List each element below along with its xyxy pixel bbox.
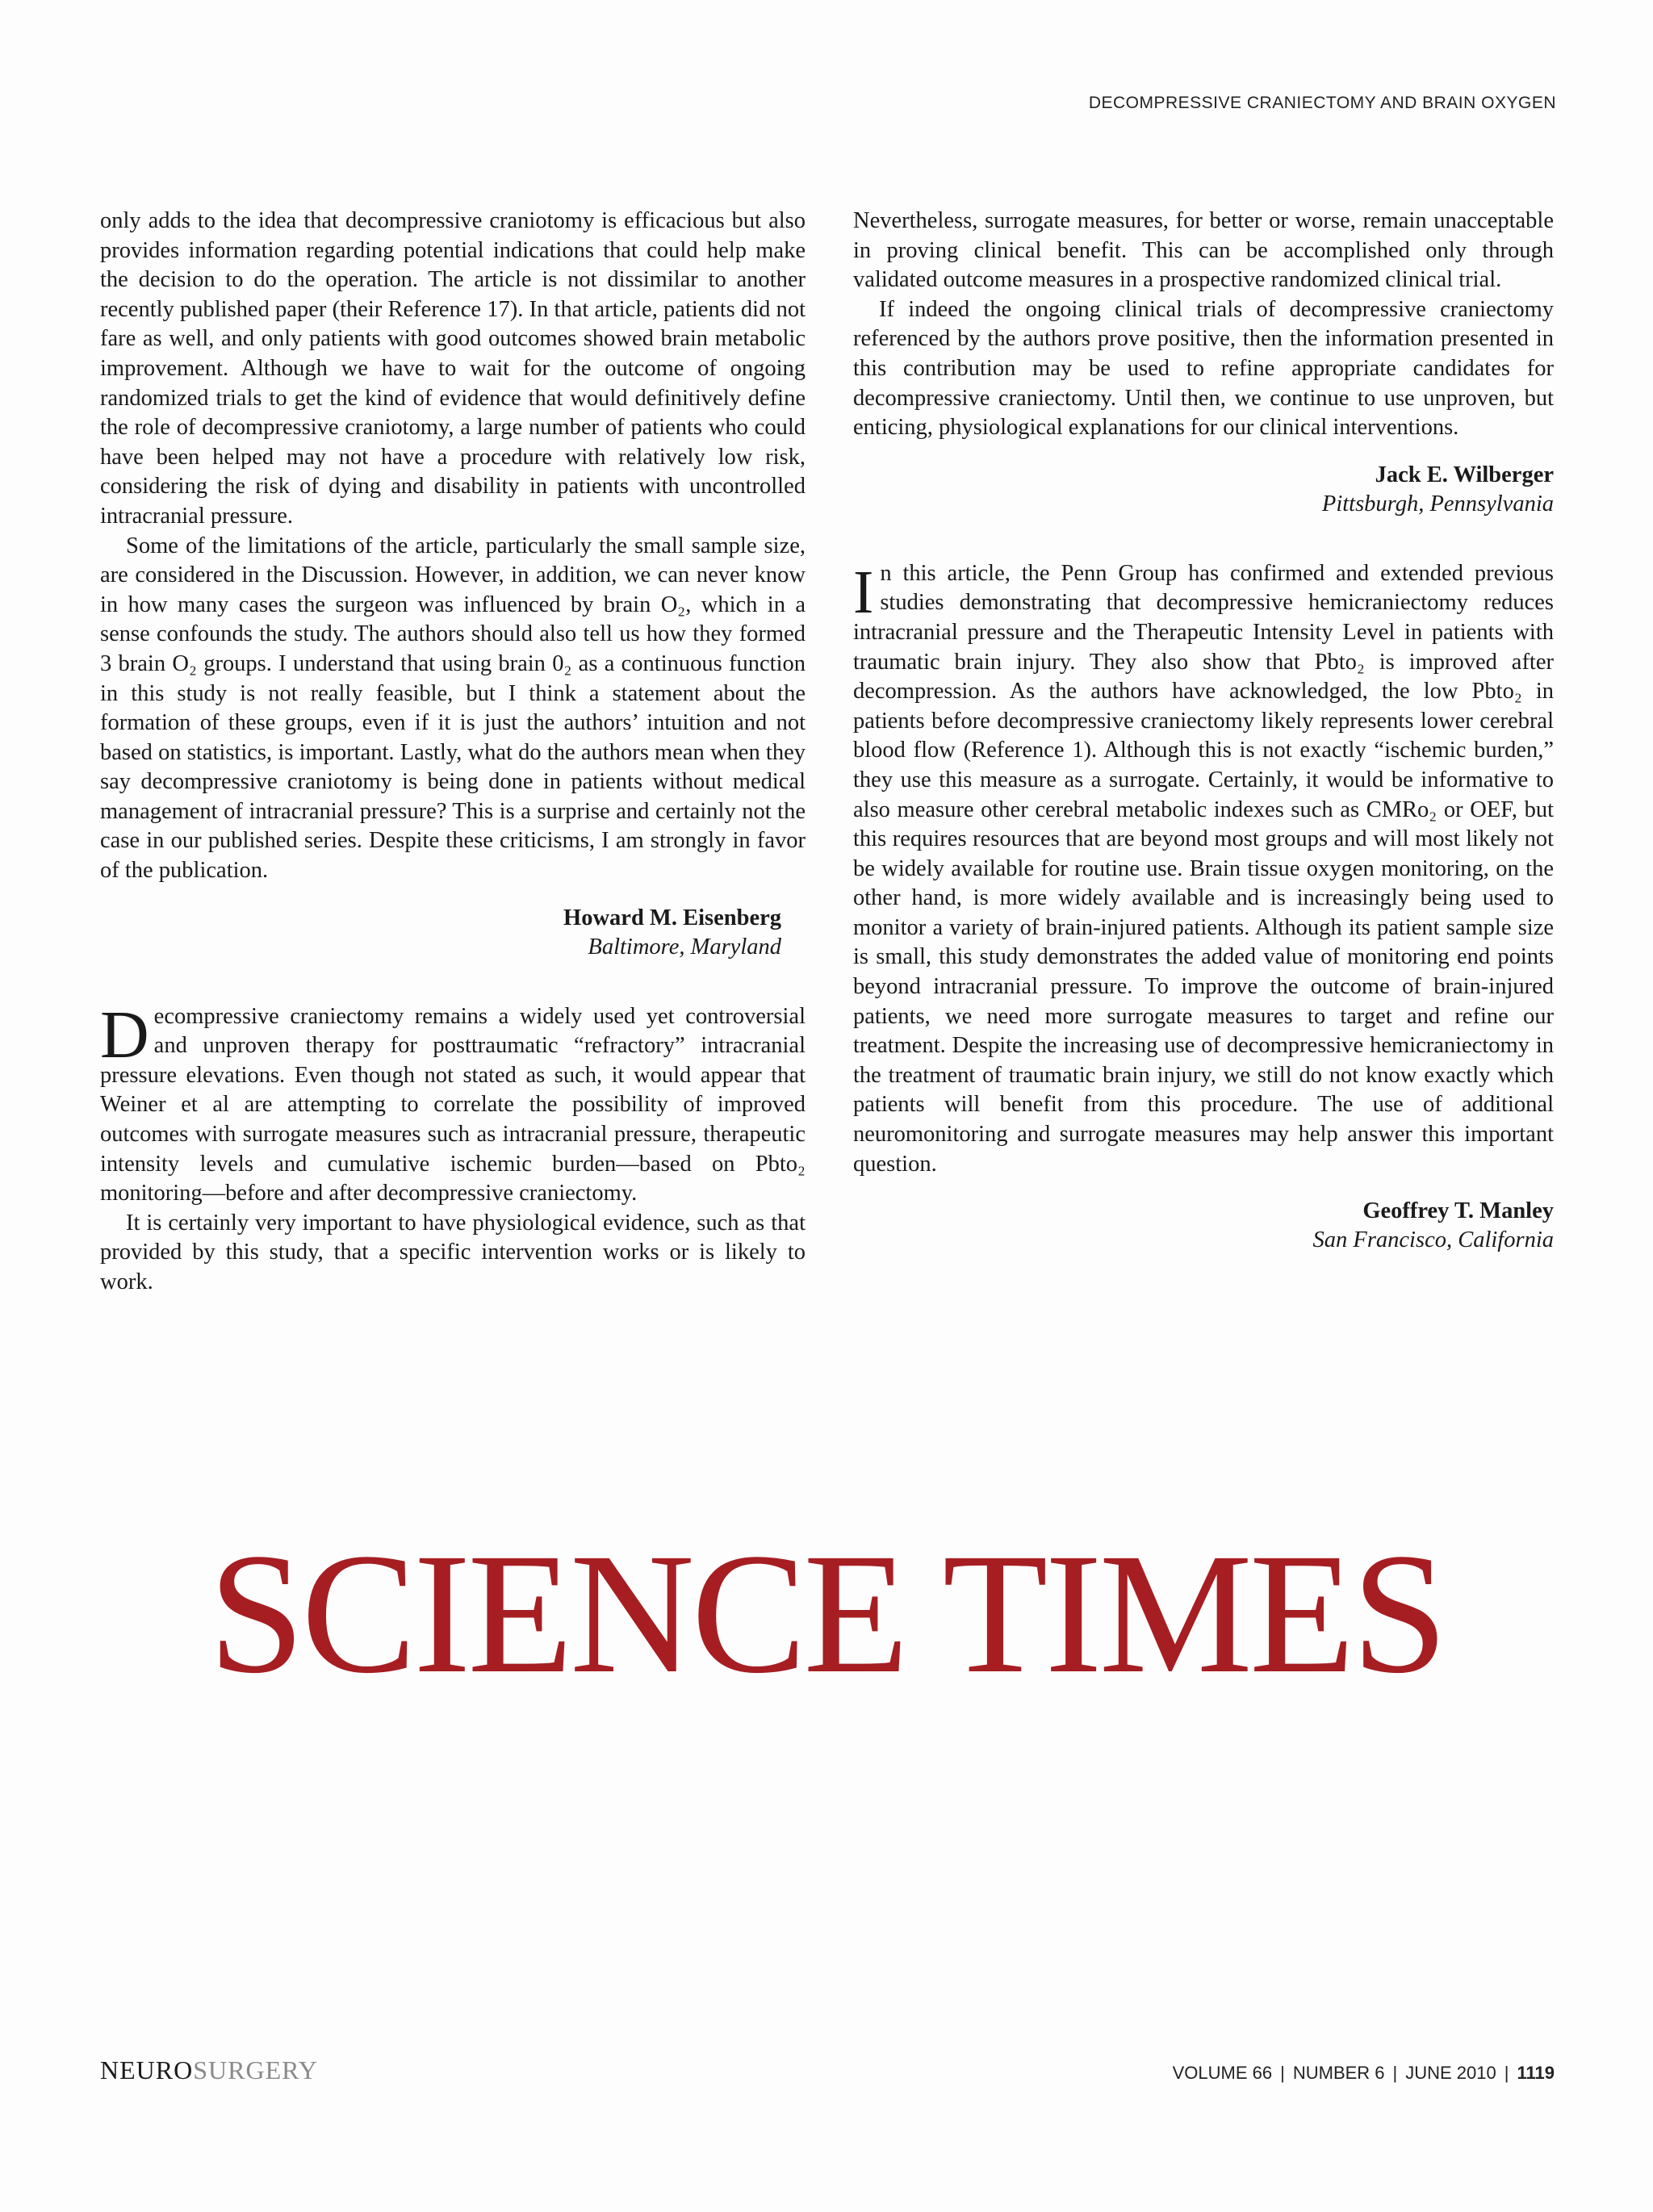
right-column	[853, 207, 1554, 1255]
author-location: Baltimore, Maryland	[588, 934, 781, 960]
issue-info: VOLUME 66 | NUMBER 6 | JUNE 2010 | 1119	[1172, 2063, 1555, 2083]
author-location: San Francisco, California	[1312, 1227, 1554, 1253]
running-head: DECOMPRESSIVE CRANIECTOMY AND BRAIN OXYGEN	[1088, 94, 1556, 112]
drop-cap: I	[853, 558, 874, 626]
volume: VOLUME 66	[1172, 2063, 1273, 2083]
left-paragraph-4: It is certainly very important to have physiological evidence, such as that provided by this study, that a specific intervention works or is likely to work.	[100, 1210, 806, 1294]
left-paragraph-1: only adds to the idea that decompressive craniotomy is efficacious but also provides information regarding potential indications that could help make the decision to do the operation. The article is not dissimilar to another recently published paper (their Reference 17). In that article, patients did not fare as well, and only patients with good outcomes showed brain metabolic improvement. Although we have to wait for the outcome of ongoing randomized trials to get the kind of evidence that would definitively define the role of decompressive craniotomy, a large number of patients who could have been helped may not have a procedure with relatively low risk, considering the risk of dying and disability in patients with uncontrolled intracranial pressure.	[100, 208, 806, 529]
science-times-banner: SCIENCE TIMES	[208, 1518, 1445, 1709]
right-paragraph-3-text: n this article, the Penn Group has confirmed and extended previous studies demonstrating that decompressive hemicraniectomy reduces intracranial pressure and the Therapeutic Intensity Level in patients with traumatic brain injury. They also show that Pbto₂ is improved after decompression. As the authors have acknowledged, the low Pbto₂ in patients before decompressive craniectomy likely represents lower cerebral blood flow (Reference 1). Although this is not exactly “ischemic burden,” they use this measure as a surrogate. Certainly, it would be informative to also measure other cerebral metabolic indexes such as CMRo₂ or OEF, but this requires resources that are beyond most groups and will most likely not be widely available for routine use. Brain tissue oxygen monitoring, on the other hand, is more widely available and is increasingly being used to monitor a variety of brain-injured patients. Although its patient sample size is small, this study demonstrates the added value of monitoring end points beyond intracranial pressure. To improve the outcome of brain-injured patients, we need more surrogate measures to target and refine our treatment. Despite the increasing use of decompressive hemicraniectomy in the treatment of traumatic brain injury, we still do not know exactly which patients will benefit from this procedure. The use of additional neuromonitoring and surrogate measures may help answer this important question.	[853, 560, 1554, 1177]
page-number: 1119	[1517, 2063, 1555, 2083]
journal-logo	[100, 2055, 318, 2085]
author-name: Geoffrey T. Manley	[1362, 1198, 1554, 1224]
signature-manley	[853, 1197, 1554, 1255]
signature-eisenberg	[100, 904, 806, 962]
drop-cap: D	[100, 997, 149, 1073]
right-paragraph-1: Nevertheless, surrogate measures, for better or worse, remain unacceptable in proving clinical benefit. This can be accomplished only through validated outcome measures in a prospective randomized clinical trial.	[853, 208, 1554, 293]
right-paragraph-3	[853, 559, 1554, 1179]
issue-date: JUNE 2010	[1405, 2063, 1496, 2083]
logo-part-surgery: SURGERY	[193, 2055, 318, 2084]
right-paragraph-2: If indeed the ongoing clinical trials of decompressive craniectomy referenced by the authors prove positive, then the information presented in this contribution may be used to refine appropriate candidates for decompressive craniectomy. Until then, we continue to use unproven, but enticing, physiological explanations for our clinical interventions.	[853, 296, 1554, 441]
left-paragraph-3-text: ecompressive craniectomy remains a widely used yet controversial and unproven therapy for posttraumatic “refractory” intracranial pressure elevations. Even though not stated as such, it would appear that Weiner et al are attempting to correlate the possibility of improved outcomes with surrogate measures such as intracranial pressure, therapeutic intensity levels and cumulative ischemic burden—based on Pbto₂ monitoring—before and after decompressive craniectomy.	[100, 1003, 806, 1206]
signature-wilberger	[853, 461, 1554, 519]
left-paragraph-2: Some of the limitations of the article, particularly the small sample size, are considered in the Discussion. However, in addition, we can never know in how many cases the surgeon was influenced by brain O₂, which in a sense confounds the study. The authors should also tell us how they formed 3 brain O₂ groups. I understand that using brain 0₂ as a continuous function in this study is not really feasible, but I think a statement about the formation of these groups, even if it is just the authors’ intuition and not based on statistics, is important. Lastly, what do the authors mean when they say decompressive craniotomy is being done in patients without medical management of intracranial pressure? This is a surprise and certainly not the case in our published series. Despite these criticisms, I am strongly in favor of the publication.	[100, 533, 806, 884]
left-column	[100, 207, 806, 1298]
left-paragraph-3	[100, 997, 806, 1209]
logo-part-neuro: NEURO	[100, 2055, 194, 2084]
author-location: Pittsburgh, Pennsylvania	[1321, 491, 1554, 516]
issue-number: NUMBER 6	[1292, 2063, 1385, 2083]
author-name: Howard M. Eisenberg	[563, 905, 781, 930]
author-name: Jack E. Wilberger	[1375, 462, 1554, 487]
